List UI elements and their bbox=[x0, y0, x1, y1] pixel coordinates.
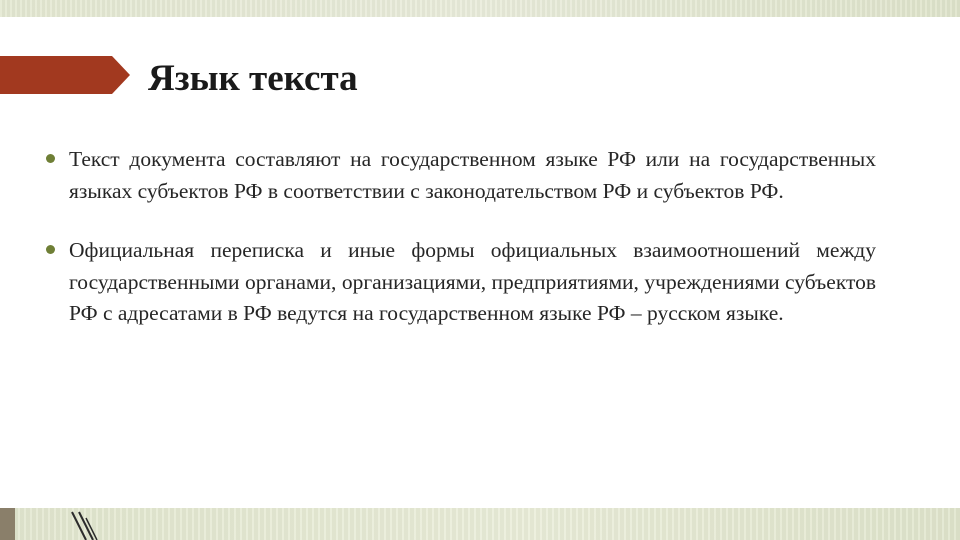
bullet-dot-icon bbox=[46, 154, 55, 163]
bottom-decorative-band bbox=[0, 508, 960, 540]
bottom-left-accent bbox=[0, 508, 15, 540]
top-decorative-band bbox=[0, 0, 960, 17]
title-arrow-icon bbox=[0, 56, 130, 94]
bullet-item bbox=[46, 144, 876, 207]
bullet-item bbox=[46, 235, 876, 330]
bullet-text: Официальная переписка и иные формы официальных взаимоотношений между государственными органами, организациями, предприятиями, учреждениями субъектов РФ с адресатами в РФ ведутся на государственном языке РФ – русском языке. bbox=[69, 238, 876, 325]
bullet-dot-icon bbox=[46, 245, 55, 254]
diagonal-stripes-icon bbox=[60, 508, 130, 540]
slide-title: Язык текста bbox=[148, 58, 358, 99]
bullet-list bbox=[46, 144, 876, 358]
bullet-text: Текст документа составляют на государственном языке РФ или на государственных языках субъектов РФ в соответствии с законодательством РФ и субъектов РФ. bbox=[69, 147, 876, 203]
